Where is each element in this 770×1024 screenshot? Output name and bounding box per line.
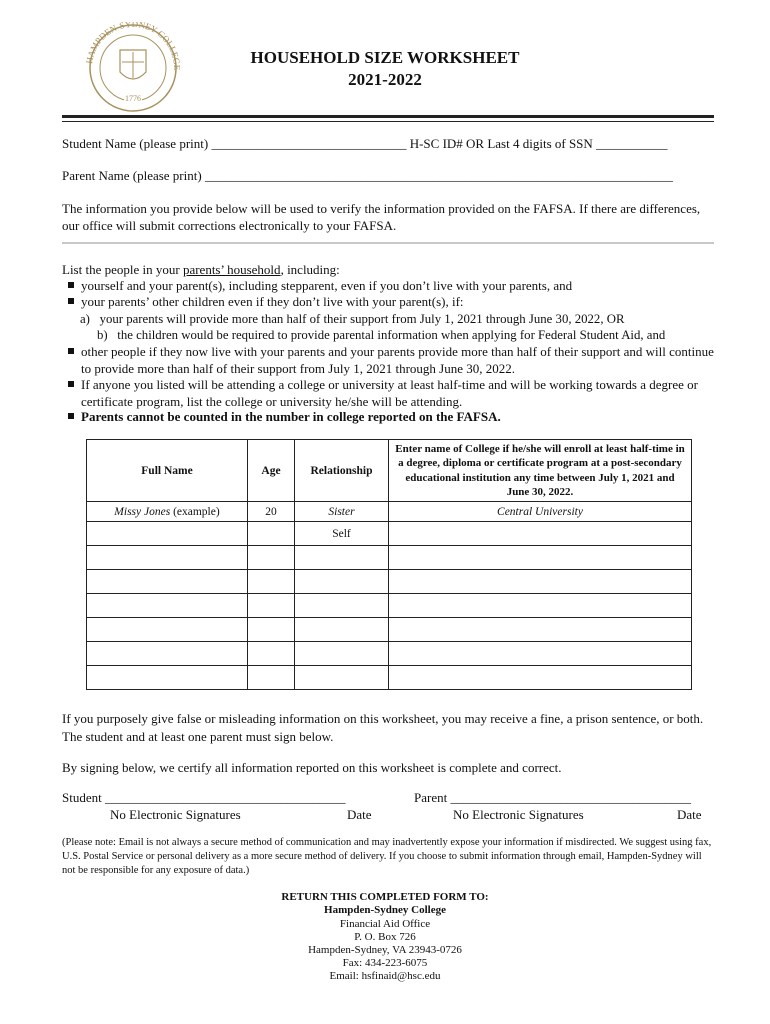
table-row — [87, 618, 692, 642]
table-row — [87, 570, 692, 594]
cell-relationship[interactable] — [295, 594, 389, 618]
cell-relationship[interactable] — [295, 618, 389, 642]
list-item: yourself and your parent(s), including stepparent, even if you don’t live with your parents, and — [68, 278, 718, 295]
student-signature-note: No Electronic Signatures — [110, 807, 241, 822]
return-box: P. O. Box 726 — [354, 931, 416, 943]
header-full-name: Full Name — [87, 440, 248, 502]
section-divider — [62, 242, 714, 244]
cell-college[interactable] — [389, 642, 692, 666]
intro-text: The information you provide below will be used to verify the information provided on the FAFSA. If there are differences, our office will submit corrections electronically to your FAFSA. — [62, 201, 701, 233]
cell-name[interactable] — [87, 522, 248, 546]
student-signature-line[interactable]: Student _____________________________________ — [62, 790, 346, 805]
parent-name-field[interactable]: Parent Name (please print) ________________________________________________________________________ — [62, 168, 673, 183]
parents-household-term: parents’ household — [182, 262, 281, 277]
parent-signature-line[interactable]: Parent _____________________________________ — [414, 790, 691, 805]
list-item-bold: Parents cannot be counted in the number in college reported on the FAFSA. — [68, 409, 718, 426]
bullet-icon — [68, 282, 74, 288]
cell-name[interactable] — [87, 618, 248, 642]
student-signature-date: Date — [347, 807, 372, 822]
header-relationship: Relationship — [295, 440, 389, 502]
cell-college[interactable] — [389, 618, 692, 642]
cell-name[interactable] — [87, 546, 248, 570]
cell-age[interactable] — [248, 594, 295, 618]
cell-age[interactable] — [248, 666, 295, 690]
header-college: Enter name of College if he/she will enroll at least half-time in a degree, diploma or certificate program at a post-secondary educational institution any time between July 1, 2021 and June 30, 2022. — [389, 440, 692, 502]
table-row-self — [87, 522, 692, 546]
parent-signature-date: Date — [677, 807, 702, 822]
cell-name: Missy Jones (example) — [87, 502, 248, 522]
table-row-example — [87, 502, 692, 522]
cell-college[interactable] — [389, 594, 692, 618]
cell-college[interactable] — [389, 522, 692, 546]
return-office: Financial Aid Office — [339, 918, 431, 930]
parent-signature-note: No Electronic Signatures — [453, 807, 584, 822]
certify-text: By signing below, we certify all information reported on this worksheet is complete and correct. — [62, 760, 562, 775]
list-item: If anyone you listed will be attending a college or university at least half-time and will be working towards a degree or certificate program, list the college or university he/she will be attending. — [68, 377, 718, 410]
table-row — [87, 594, 692, 618]
cell-name[interactable] — [87, 666, 248, 690]
cell-relationship: Sister — [295, 502, 389, 522]
return-fax: Fax: 434-223-6075 — [342, 957, 428, 969]
return-city: Hampden-Sydney, VA 23943-0726 — [308, 944, 462, 956]
cell-college[interactable] — [389, 570, 692, 594]
cell-name[interactable] — [87, 594, 248, 618]
sub-item-a: a) your parents will provide more than half of their support from July 1, 2021 through June 30, 2022, OR — [80, 312, 625, 326]
cell-age[interactable] — [248, 570, 295, 594]
cell-relationship[interactable] — [295, 666, 389, 690]
bullet-icon — [68, 298, 74, 304]
cell-college: Central University — [389, 502, 692, 522]
header-rule — [62, 115, 714, 118]
return-college: Hampden-Sydney College — [324, 904, 446, 916]
cell-college[interactable] — [389, 546, 692, 570]
college-seal — [78, 22, 188, 112]
cell-relationship[interactable] — [295, 546, 389, 570]
sub-item-b: b) the children would be required to provide parental information when applying for Federal Student Aid, and — [97, 328, 666, 342]
table-row — [87, 666, 692, 690]
header-rule-thin — [62, 121, 714, 122]
cell-age[interactable] — [248, 546, 295, 570]
household-table — [86, 439, 692, 690]
table-row — [87, 642, 692, 666]
cell-age[interactable] — [248, 642, 295, 666]
header-age: Age — [248, 440, 295, 502]
cell-age[interactable] — [248, 618, 295, 642]
warning-text: If you purposely give false or misleading information on this worksheet, you may receive a fine, a prison sentence, or both. The student and at least one parent must sign below. — [62, 711, 704, 744]
return-email[interactable]: Email: hsfinaid@hsc.edu — [329, 970, 441, 982]
list-item: your parents’ other children even if they don’t live with your parent(s), if: — [68, 294, 718, 311]
cell-name[interactable] — [87, 642, 248, 666]
email-note: (Please note: Email is not always a secure method of communication and may inadvertently expose your information if misdirected. We suggest using fax, U.S. Postal Service or personal delivery as a more secure method of delivery. If you choose to submit information through email, Hampden-Sydney will not be responsible for any exposure of data.) — [62, 837, 712, 876]
bullet-icon — [68, 348, 74, 354]
list-lead: List the people in your parents’ household, including: — [62, 262, 340, 277]
cell-relationship[interactable] — [295, 570, 389, 594]
table-row — [87, 546, 692, 570]
list-item: other people if they now live with your parents and your parents provide more than half of their support and will continue to provide more than half of their support from July 1, 2021 through June 30, 2022. — [68, 344, 718, 377]
seal-ring-text: HAMPDEN-SYDNEY COLLEGE — [84, 22, 183, 71]
cell-college[interactable] — [389, 666, 692, 690]
bullet-icon — [68, 413, 74, 419]
page-year: 2021-2022 — [348, 70, 422, 89]
cell-name[interactable] — [87, 570, 248, 594]
table-header-row — [87, 440, 692, 502]
student-name-field[interactable]: Student Name (please print) ______________________________ H-SC ID# OR Last 4 digits of SSN ___________ — [62, 136, 668, 151]
cell-age: 20 — [248, 502, 295, 522]
seal-year: 1776 — [125, 94, 141, 103]
return-heading: RETURN THIS COMPLETED FORM TO: — [281, 891, 489, 903]
cell-age[interactable] — [248, 522, 295, 546]
page-title: HOUSEHOLD SIZE WORKSHEET — [250, 48, 520, 67]
bullet-icon — [68, 381, 74, 387]
cell-relationship: Self — [295, 522, 389, 546]
cell-relationship[interactable] — [295, 642, 389, 666]
